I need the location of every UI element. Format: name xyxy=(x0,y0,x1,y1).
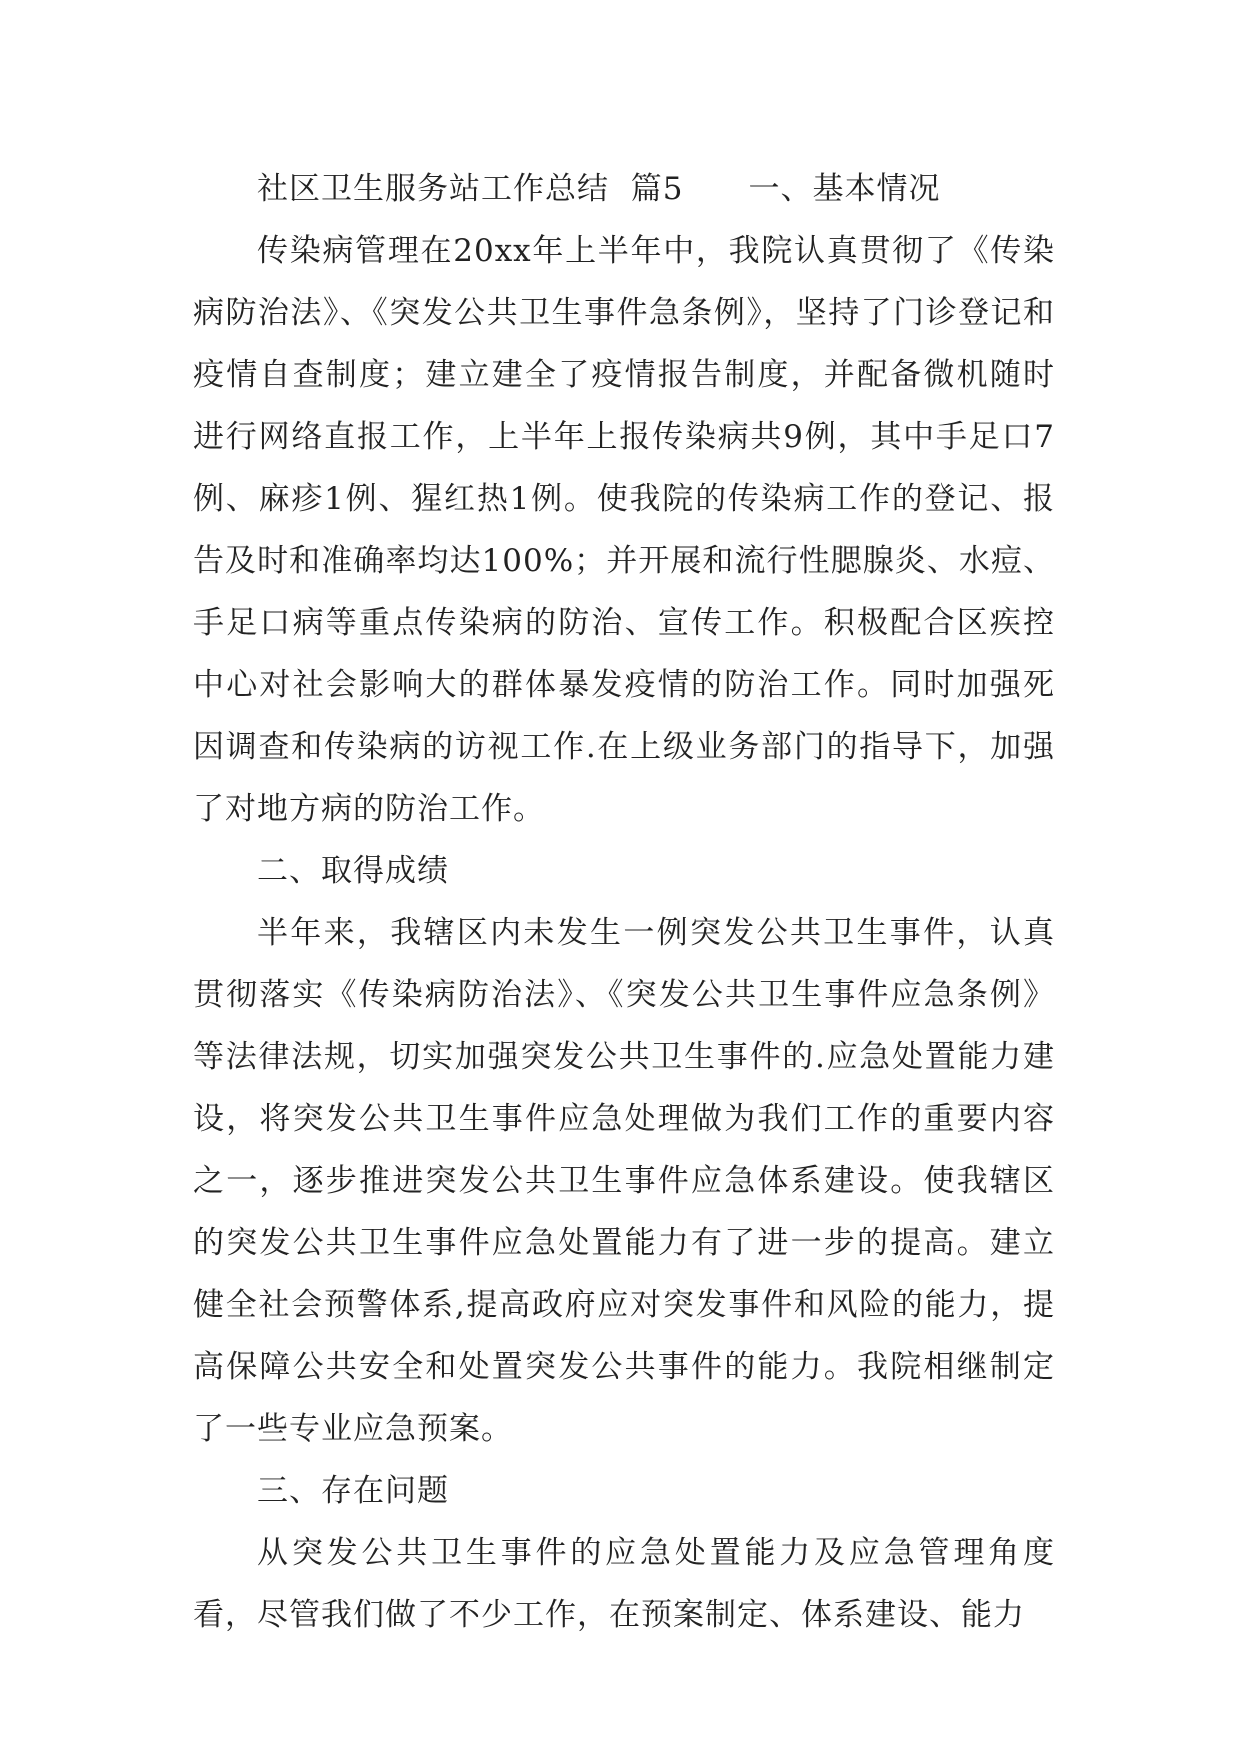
section-heading-problems: 三、存在问题 xyxy=(257,1473,449,1509)
document-title-line: 社区卫生服务站工作总结 篇5 一、基本情况 xyxy=(257,171,941,207)
paragraph-achievements: 半年来，我辖区内未发生一例突发公共卫生事件，认真贯彻落实《传染病防治法》、《突发公共卫生事件应急条例》等法律法规，切实加强突发公共卫生事件的.应急处置能力建设，将突发公共卫生事件应急处理做为我们工作的重要内容之一，逐步推进突发公共卫生事件应急体系建设。使我辖区的突发公共卫生事件应急处置能力有了进一步的提高。建立健全社会预警体系,提高政府应对突发事件和风险的能力，提高保障公共安全和处置突发公共事件的能力。我院相继制定了一些专业应急预案。 xyxy=(193,915,1055,1447)
paragraph-infectious-disease-management: 传染病管理在20xx年上半年中，我院认真贯彻了《传染病防治法》、《突发公共卫生事件急条例》，坚持了门诊登记和疫情自查制度；建立建全了疫情报告制度，并配备微机随时进行网络直报工作，上半年上报传染病共9例，其中手足口7例、麻疹1例、猩红热1例。使我院的传染病工作的登记、报告及时和准确率均达100%；并开展和流行性腮腺炎、水痘、手足口病等重点传染病的防治、宣传工作。积极配合区疾控中心对社会影响大的群体暴发疫情的防治工作。同时加强死因调查和传染病的访视工作.在上级业务部门的指导下，加强了对地方病的防治工作。 xyxy=(193,233,1055,827)
section-heading-achievements: 二、取得成绩 xyxy=(257,853,449,889)
paragraph-problems: 从突发公共卫生事件的应急处置能力及应急管理角度看，尽管我们做了不少工作，在预案制定、体系建设、能力 xyxy=(193,1535,1055,1633)
document-body xyxy=(193,158,1055,1646)
